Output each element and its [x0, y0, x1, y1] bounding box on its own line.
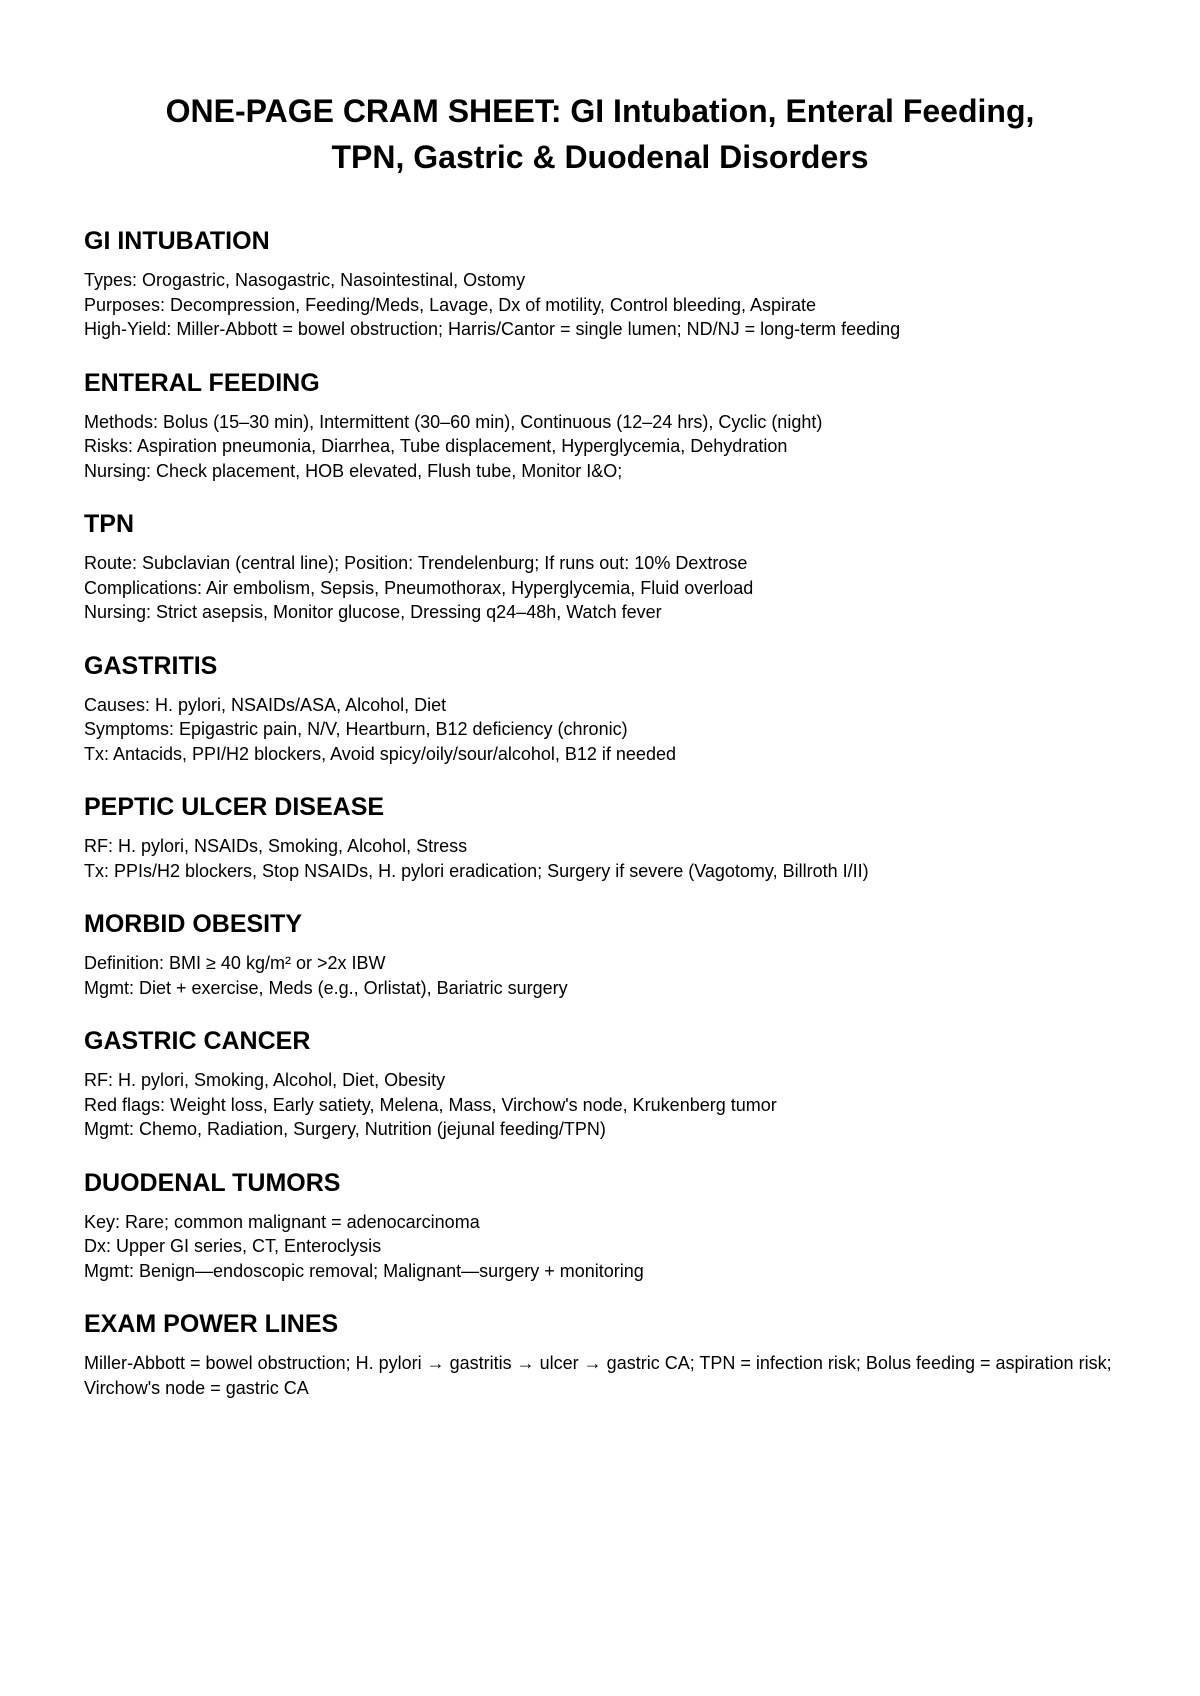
section-line: Red flags: Weight loss, Early satiety, Melena, Mass, Virchow's node, Krukenberg tumor	[84, 1094, 777, 1115]
section-line: Nursing: Strict asepsis, Monitor glucose, Dressing q24–48h, Watch fever	[84, 602, 662, 622]
section-line: Complications: Air embolism, Sepsis, Pneumothorax, Hyperglycemia, Fluid overload	[84, 577, 754, 598]
section-peptic-ulcer-disease	[84, 792, 1116, 883]
section-line: Nursing: Check placement, HOB elevated, Flush tube, Monitor I&O;	[84, 460, 623, 481]
section-heading: GI INTUBATION	[84, 227, 270, 255]
section-morbid-obesity	[84, 909, 1116, 1000]
section-tpn	[84, 509, 1116, 625]
section-heading: MORBID OBESITY	[84, 910, 303, 938]
section-line: Tx: Antacids, PPI/H2 blockers, Avoid spicy/oily/sour/alcohol, B12 if needed	[84, 743, 676, 764]
section-line: Mgmt: Benign—endoscopic removal; Malignant—surgery + monitoring	[84, 1260, 644, 1281]
section-line: Methods: Bolus (15–30 min), Intermittent (30–60 min), Continuous (12–24 hrs), Cyclic (night)	[84, 411, 823, 432]
section-heading: EXAM POWER LINES	[84, 1310, 339, 1338]
section-enteral-feeding	[84, 368, 1116, 484]
section-line: Tx: PPIs/H2 blockers, Stop NSAIDs, H. pylori eradication; Surgery if severe (Vagotomy, Billroth I/II)	[84, 860, 869, 881]
section-line: Mgmt: Diet + exercise, Meds (e.g., Orlistat), Bariatric surgery	[84, 977, 568, 998]
section-line: Symptoms: Epigastric pain, N/V, Heartburn, B12 deficiency (chronic)	[84, 719, 628, 739]
section-line: High-Yield: Miller-Abbott = bowel obstruction; Harris/Cantor = single lumen; ND/NJ = long-term feeding	[84, 319, 901, 339]
sections-container	[84, 226, 1116, 1400]
page-title-line-2: TPN, Gastric & Duodenal Disorders	[331, 139, 869, 175]
section-line: Definition: BMI ≥ 40 kg/m² or >2x IBW	[84, 953, 386, 973]
section-heading: PEPTIC ULCER DISEASE	[84, 793, 385, 821]
section-line: Causes: H. pylori, NSAIDs/ASA, Alcohol, Diet	[84, 694, 447, 715]
section-line: Route: Subclavian (central line); Position: Trendelenburg; If runs out: 10% Dextrose	[84, 553, 748, 573]
section-gastric-cancer	[84, 1026, 1116, 1142]
section-line: Types: Orogastric, Nasogastric, Nasointestinal, Ostomy	[84, 270, 526, 290]
section-line: Mgmt: Chemo, Radiation, Surgery, Nutrition (jejunal feeding/TPN)	[84, 1119, 606, 1139]
section-gi-intubation	[84, 226, 1116, 342]
section-line: Risks: Aspiration pneumonia, Diarrhea, Tube displacement, Hyperglycemia, Dehydration	[84, 436, 788, 456]
section-heading: DUODENAL TUMORS	[84, 1168, 341, 1197]
section-heading: TPN	[84, 510, 134, 538]
section-line: Purposes: Decompression, Feeding/Meds, Lavage, Dx of motility, Control bleeding, Aspirate	[84, 294, 817, 315]
section-line: Miller-Abbott = bowel obstruction; H. pylori → gastritis → ulcer → gastric CA; TPN = infection risk; Bolus feeding = aspiration risk; Virchow's node = gastric CA	[84, 1353, 1112, 1398]
section-heading: ENTERAL FEEDING	[84, 368, 320, 397]
page-title-line-1: ONE-PAGE CRAM SHEET: GI Intubation, Enteral Feeding,	[165, 93, 1035, 129]
section-line: Dx: Upper GI series, CT, Enteroclysis	[84, 1236, 382, 1256]
section-line: RF: H. pylori, NSAIDs, Smoking, Alcohol, Stress	[84, 836, 468, 856]
section-line: RF: H. pylori, Smoking, Alcohol, Diet, Obesity	[84, 1070, 446, 1090]
section-heading: GASTRITIS	[84, 651, 218, 680]
section-duodenal-tumors	[84, 1168, 1116, 1284]
section-gastritis	[84, 651, 1116, 767]
section-exam-power-lines	[84, 1309, 1116, 1400]
page-title	[84, 88, 1116, 180]
section-heading: GASTRIC CANCER	[84, 1027, 311, 1055]
section-line: Key: Rare; common malignant = adenocarcinoma	[84, 1211, 480, 1232]
